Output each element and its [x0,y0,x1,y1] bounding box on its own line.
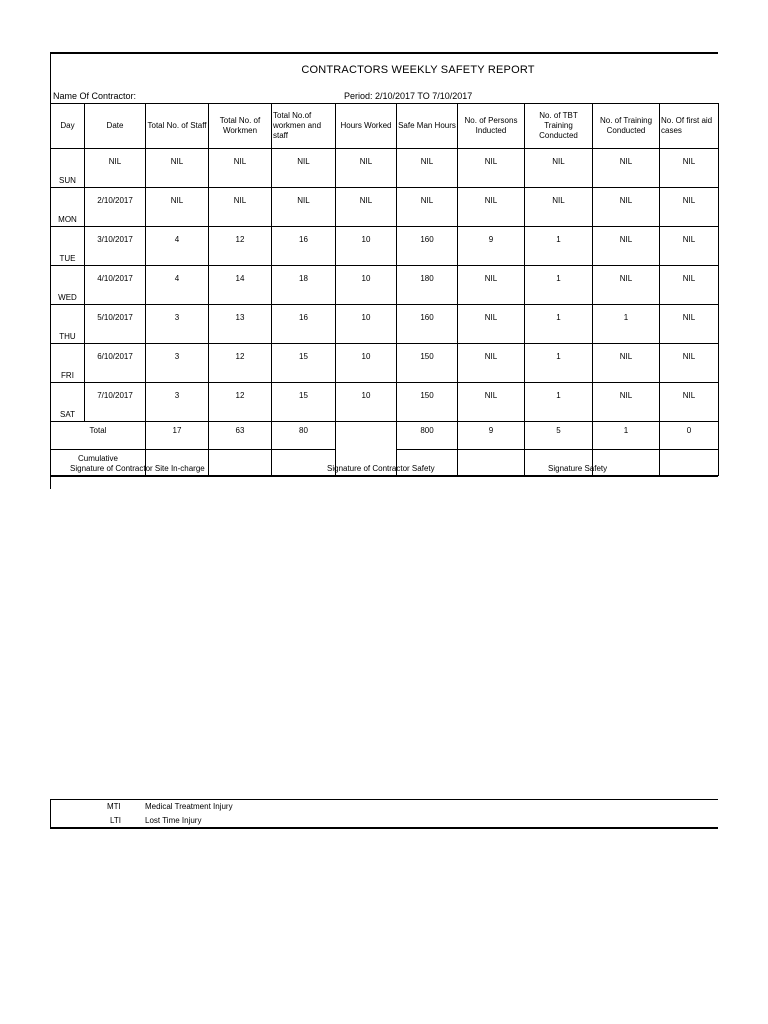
staff-cell: 3 [146,344,209,383]
combined-cell: 16 [272,305,336,344]
legend-meaning-mti: Medical Treatment Injury [145,802,233,811]
signature-bottom-border [50,475,718,477]
total-safe-hours: 800 [397,422,458,450]
date-cell: 4/10/2017 [85,266,146,305]
safe-hours-cell: 150 [397,344,458,383]
total-workmen: 63 [209,422,272,450]
safe-hours-cell: NIL [397,188,458,227]
header-safe-man-hours: Safe Man Hours [397,104,458,149]
inducted-cell: NIL [458,149,525,188]
total-inducted: 9 [458,422,525,450]
cumulative-label: Cumulative [51,450,146,476]
first-aid-cell: NIL [660,305,719,344]
table-row-tue [51,227,719,266]
staff-cell: 4 [146,266,209,305]
header-total-staff: Total No. of Staff [146,104,209,149]
header-hours-worked: Hours Worked [336,104,397,149]
workmen-cell: 13 [209,305,272,344]
header-tbt-training: No. of TBT Training Conducted [525,104,593,149]
combined-cell: 15 [272,344,336,383]
date-cell: 7/10/2017 [85,383,146,422]
header-date: Date [85,104,146,149]
tbt-cell: 1 [525,383,593,422]
day-cell: SUN [51,149,85,188]
total-training: 1 [593,422,660,450]
legend-bottom-border [50,827,718,829]
table-row-fri [51,344,719,383]
inducted-cell: NIL [458,344,525,383]
workmen-cell: NIL [209,149,272,188]
hours-cell: 10 [336,227,397,266]
legend-top-border [50,799,718,800]
hours-cell: 10 [336,305,397,344]
safe-hours-cell: NIL [397,149,458,188]
hours-cell: 10 [336,383,397,422]
cumulative-combined [272,450,336,476]
header-persons-inducted: No. of Persons Inducted [458,104,525,149]
date-cell: NIL [85,149,146,188]
header-total-combined: Total No.of workmen and staff [272,104,336,149]
inducted-cell: NIL [458,383,525,422]
workmen-cell: 12 [209,383,272,422]
tbt-cell: 1 [525,305,593,344]
training-cell: NIL [593,383,660,422]
staff-cell: 3 [146,383,209,422]
legend-abbr-lti: LTI [110,816,121,825]
header-day: Day [51,104,85,149]
safety-report-table [50,103,719,476]
header-first-aid: No. Of first aid cases [660,104,719,149]
total-row [51,422,719,450]
training-cell: 1 [593,305,660,344]
date-cell: 5/10/2017 [85,305,146,344]
cumulative-inducted [458,450,525,476]
table-row-thu [51,305,719,344]
day-cell: THU [51,305,85,344]
table-row-sun [51,149,719,188]
training-cell: NIL [593,266,660,305]
training-cell: NIL [593,149,660,188]
safe-hours-cell: 160 [397,305,458,344]
day-cell: FRI [51,344,85,383]
tbt-cell: 1 [525,344,593,383]
legend-meaning-lti: Lost Time Injury [145,816,202,825]
tbt-cell: 1 [525,266,593,305]
staff-cell: 3 [146,305,209,344]
combined-cell: NIL [272,149,336,188]
inducted-cell: 9 [458,227,525,266]
combined-cell: 15 [272,383,336,422]
period-label: Period: 2/10/2017 TO 7/10/2017 [344,91,473,101]
combined-cell: 18 [272,266,336,305]
workmen-cell: 12 [209,227,272,266]
safe-hours-cell: 160 [397,227,458,266]
day-cell: WED [51,266,85,305]
hours-cell: NIL [336,188,397,227]
hours-cell: 10 [336,344,397,383]
day-cell: TUE [51,227,85,266]
total-tbt: 5 [525,422,593,450]
total-label: Total [51,422,146,450]
safe-hours-cell: 180 [397,266,458,305]
header-training-conducted: No. of Training Conducted [593,104,660,149]
report-top-border [50,52,718,54]
staff-cell: NIL [146,149,209,188]
first-aid-cell: NIL [660,344,719,383]
combined-cell: 16 [272,227,336,266]
workmen-cell: 12 [209,344,272,383]
first-aid-cell: NIL [660,227,719,266]
total-first-aid: 0 [660,422,719,450]
inducted-cell: NIL [458,305,525,344]
tbt-cell: NIL [525,149,593,188]
legend-abbr-mti: MTI [107,802,121,811]
total-staff: 17 [146,422,209,450]
training-cell: NIL [593,227,660,266]
workmen-cell: 14 [209,266,272,305]
tbt-cell: 1 [525,227,593,266]
table-header-row [51,104,719,149]
day-cell: SAT [51,383,85,422]
table-row-mon [51,188,719,227]
cumulative-first-aid [660,450,719,476]
contractor-name-label: Name Of Contractor: [53,91,137,101]
inducted-cell: NIL [458,188,525,227]
date-cell: 2/10/2017 [85,188,146,227]
table-row-wed [51,266,719,305]
header-total-workmen: Total No. of Workmen [209,104,272,149]
safe-hours-cell: 150 [397,383,458,422]
workmen-cell: NIL [209,188,272,227]
training-cell: NIL [593,344,660,383]
hours-cell: NIL [336,149,397,188]
training-cell: NIL [593,188,660,227]
inducted-cell: NIL [458,266,525,305]
combined-cell: NIL [272,188,336,227]
date-cell: 3/10/2017 [85,227,146,266]
signature-safety: Signature Safety [548,464,608,473]
date-cell: 6/10/2017 [85,344,146,383]
tbt-cell: NIL [525,188,593,227]
hours-cell: 10 [336,266,397,305]
signature-contractor-safety: Signature of Contractor Safety [327,464,435,473]
staff-cell: 4 [146,227,209,266]
legend-left-border [50,799,51,828]
first-aid-cell: NIL [660,149,719,188]
total-combined: 80 [272,422,336,450]
day-cell: MON [51,188,85,227]
first-aid-cell: NIL [660,266,719,305]
staff-cell: NIL [146,188,209,227]
first-aid-cell: NIL [660,383,719,422]
table-row-sat [51,383,719,422]
report-title: CONTRACTORS WEEKLY SAFETY REPORT [301,64,535,76]
cumulative-workmen [209,450,272,476]
signature-site-incharge: Signature of Contractor Site In-charge [70,464,205,473]
first-aid-cell: NIL [660,188,719,227]
